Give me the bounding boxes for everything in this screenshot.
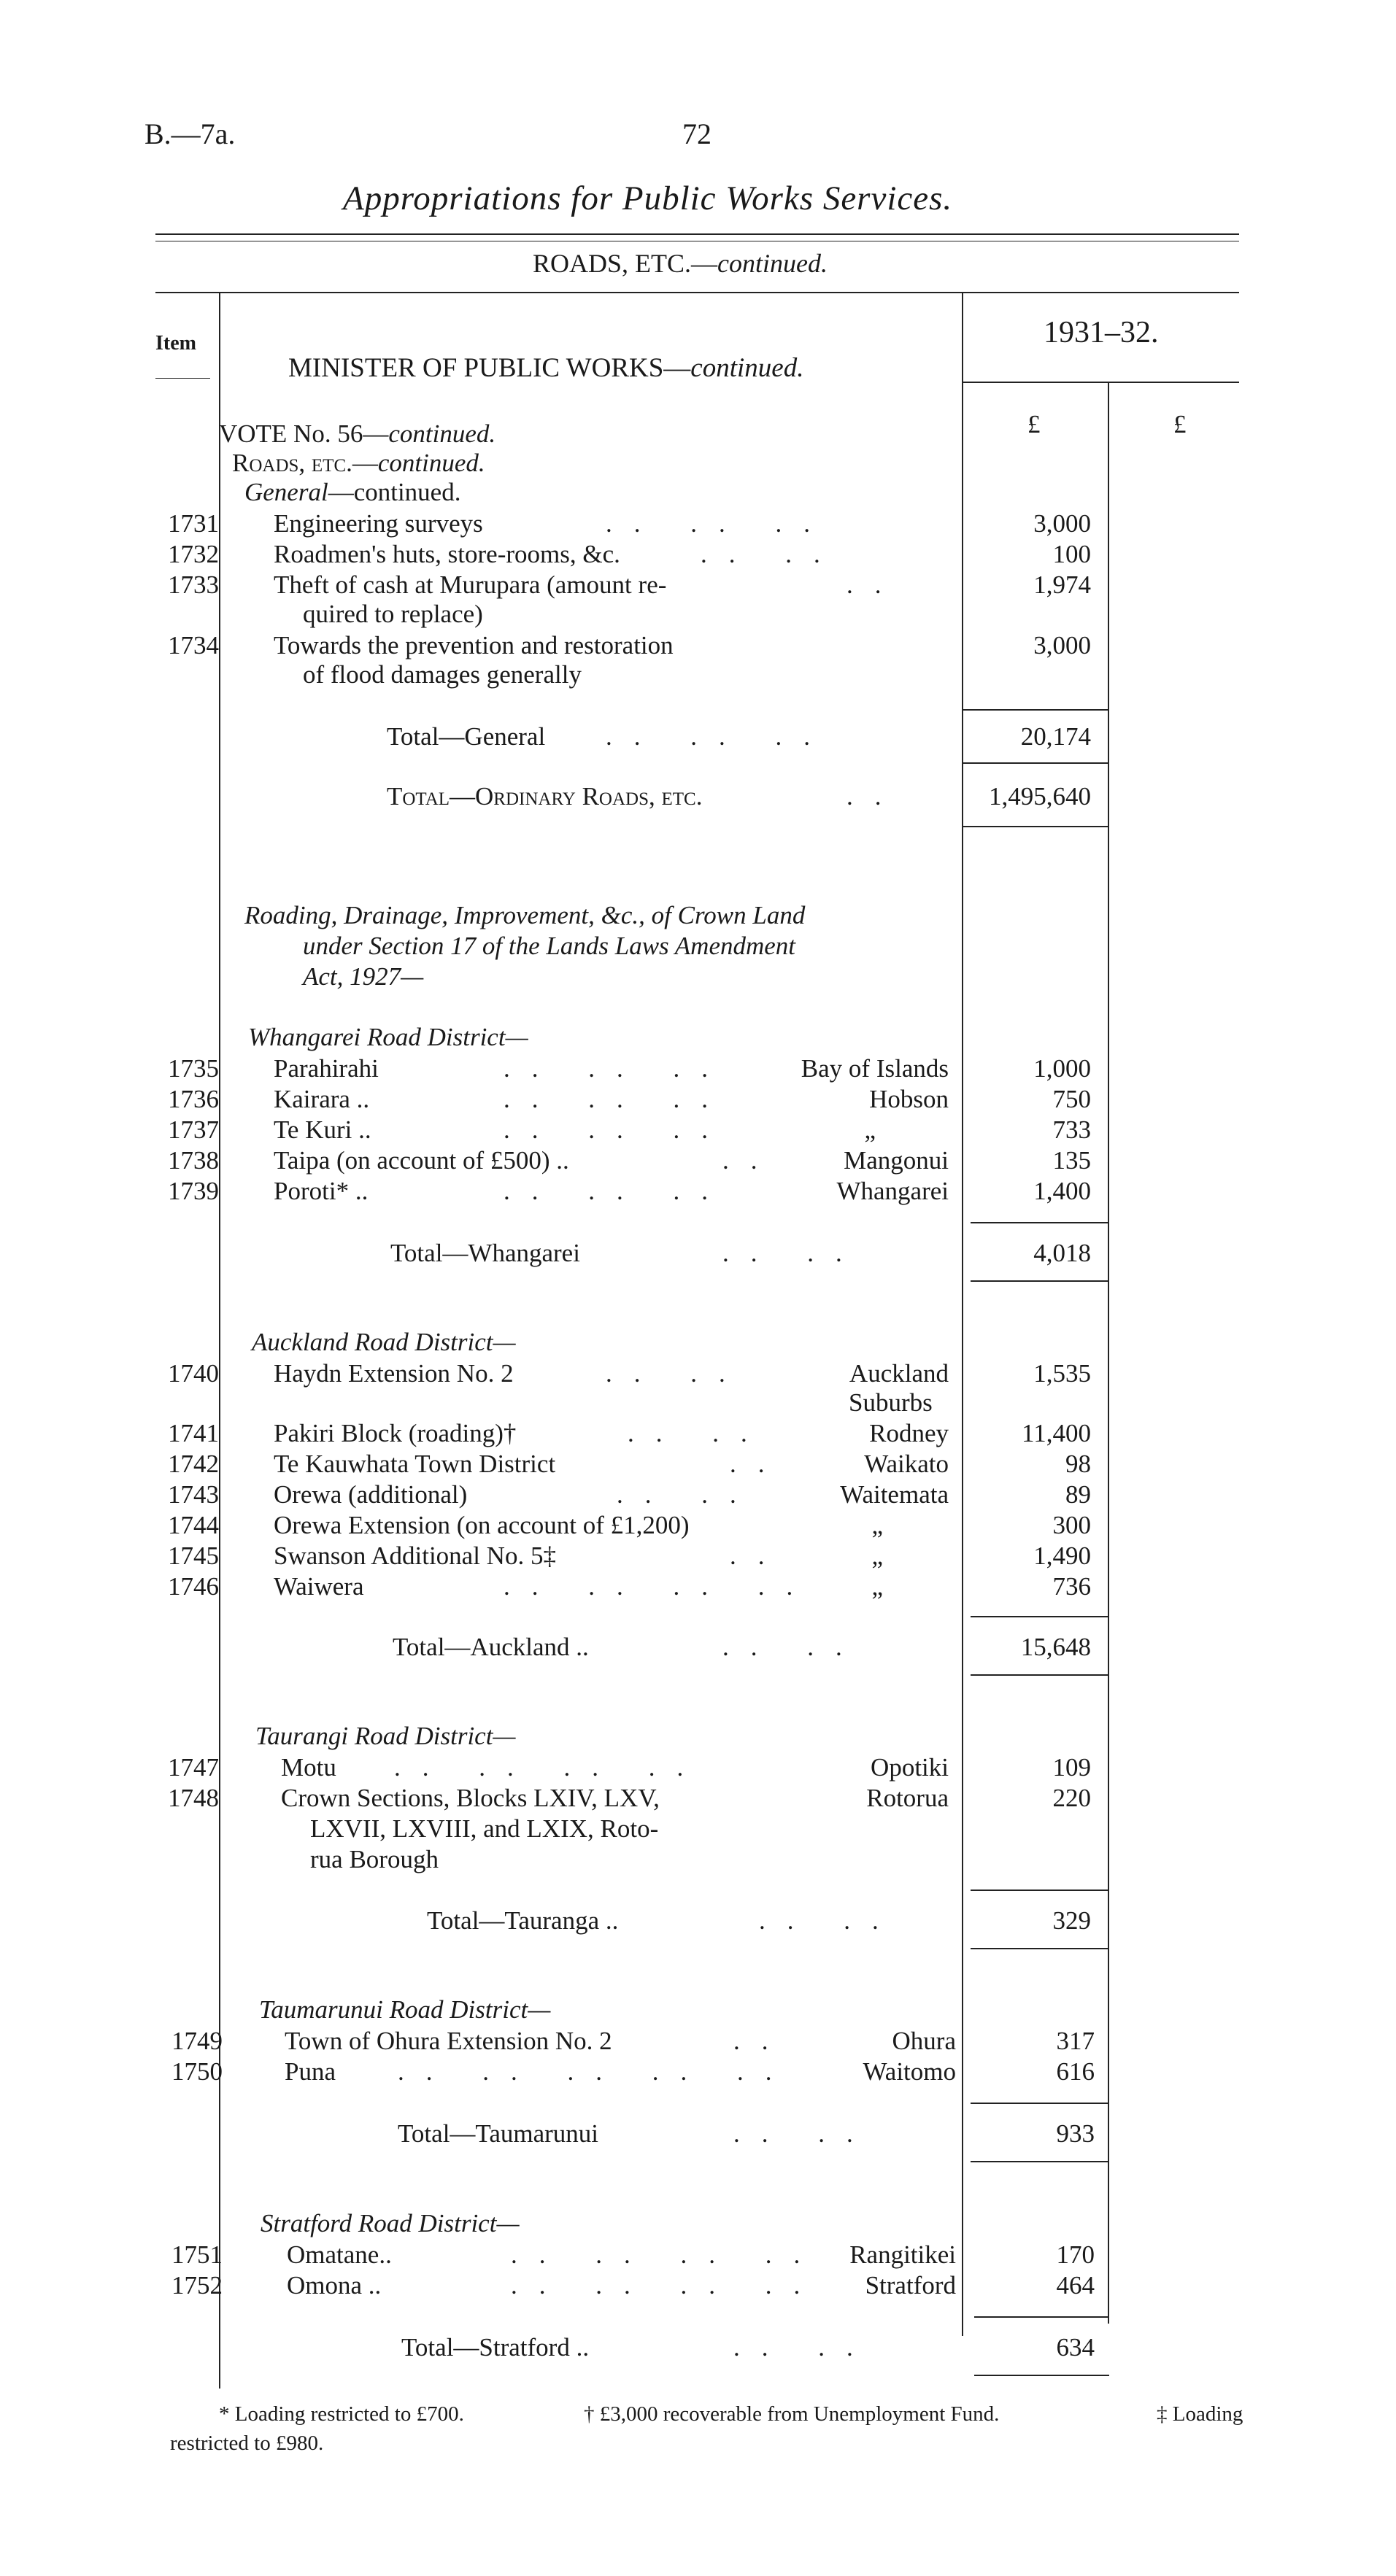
vote-continued: continued. — [388, 419, 496, 448]
item-description: Orewa Extension (on account of £1,200) — [274, 1511, 690, 1539]
item-amount: 98 — [1065, 1450, 1091, 1478]
item-district: Opotiki — [871, 1753, 949, 1782]
item-district: Stratford — [865, 2271, 956, 2300]
item-number: 1745 — [168, 1542, 219, 1570]
leader-dots: .. .. .. — [606, 722, 832, 751]
taumarunui-total-amount: 933 — [1056, 2119, 1095, 2148]
item-description: Waiwera — [274, 1572, 364, 1601]
item-number: 1736 — [168, 1085, 219, 1113]
item-number: 1742 — [168, 1450, 219, 1478]
stratford-total-amount: 634 — [1056, 2333, 1095, 2362]
stratford-heading: Stratford Road District— — [261, 2209, 520, 2237]
item-description: Parahirahi — [274, 1054, 379, 1083]
crown-land-heading-3: Act, 1927— — [303, 962, 424, 991]
item-number: 1732 — [168, 540, 219, 568]
subtitle-main: ROADS, ETC.— — [533, 249, 718, 278]
footnote-double-dagger: ‡ Loading — [1157, 2402, 1243, 2426]
item-description: Theft of cash at Murupara (amount re- — [274, 570, 667, 599]
item-description: Towards the prevention and restoration — [274, 631, 674, 660]
item-number: 1735 — [168, 1054, 219, 1083]
leader-dots: .. — [722, 1146, 779, 1175]
total-rule — [971, 1948, 1109, 1949]
ministry-main: MINISTER OF PUBLIC WORKS— — [288, 353, 691, 383]
leader-dots: .. .. .. .. — [394, 1753, 706, 1782]
item-amount: 135 — [1052, 1146, 1091, 1175]
item-description: Swanson Additional No. 5‡ — [274, 1542, 556, 1570]
ministry-continued: continued. — [690, 353, 804, 383]
total-general-amount: 20,174 — [1020, 722, 1091, 751]
item-district: Ohura — [892, 2027, 956, 2055]
vote-heading — [219, 419, 495, 449]
item-number: 1744 — [168, 1511, 219, 1539]
item-district: Hobson — [869, 1085, 949, 1113]
leader-dots: .. .. .. — [504, 1177, 730, 1205]
leader-dots: .. .. — [759, 1906, 901, 1935]
item-number: 1740 — [168, 1359, 219, 1388]
leader-dots: .. .. .. .. — [504, 1572, 815, 1601]
item-description: Kairara .. — [274, 1085, 370, 1113]
item-amount: 1,400 — [1033, 1177, 1091, 1205]
roads-heading — [232, 449, 485, 478]
item-district: Waikato — [864, 1450, 949, 1478]
leader-dots: .. .. — [733, 2333, 875, 2362]
item-number: 1749 — [171, 2027, 223, 2055]
item-description-continued: rua Borough — [310, 1845, 439, 1873]
total-ordinary-label: Total—Ordinary Roads, etc. — [387, 782, 703, 811]
total-general-label: Total—General — [387, 722, 546, 751]
total-rule — [971, 2103, 1109, 2104]
item-number: 1750 — [171, 2057, 223, 2086]
item-description: Town of Ohura Extension No. 2 — [285, 2027, 612, 2055]
item-district: Waitomo — [863, 2057, 956, 2086]
item-district: Auckland — [849, 1359, 949, 1388]
item-district: Whangarei — [836, 1177, 949, 1205]
taumarunui-total-label: Total—Taumarunui — [398, 2119, 599, 2148]
item-description: Te Kuri .. — [274, 1115, 371, 1144]
leader-dots: .. .. — [733, 2119, 875, 2148]
leader-dots: .. — [730, 1542, 787, 1570]
auckland-total-amount: 15,648 — [1020, 1633, 1091, 1661]
item-description: Taipa (on account of £500) .. — [274, 1146, 569, 1175]
item-amount: 109 — [1052, 1753, 1091, 1782]
item-district-continued: Suburbs — [849, 1388, 933, 1417]
item-number: 1738 — [168, 1146, 219, 1175]
total-rule — [971, 1890, 1109, 1891]
item-amount: 1,974 — [1033, 570, 1091, 599]
item-amount: 464 — [1056, 2271, 1095, 2300]
item-description: Omatane.. — [287, 2240, 392, 2269]
item-description: Te Kauwhata Town District — [274, 1450, 556, 1478]
total-rule — [962, 762, 1108, 764]
item-description: Puna — [285, 2057, 336, 2086]
item-amount: 736 — [1052, 1572, 1091, 1601]
item-number: 1752 — [171, 2271, 223, 2300]
currency-col-1: £ — [1027, 410, 1041, 438]
leader-dots: .. .. .. .. — [511, 2271, 822, 2300]
whangarei-heading: Whangarei Road District— — [248, 1023, 528, 1051]
item-description: Pakiri Block (roading)† — [274, 1419, 517, 1447]
leader-dots: .. — [847, 570, 903, 599]
crown-land-heading-1: Roading, Drainage, Improvement, &c., of Crown Land — [244, 901, 806, 929]
item-number: 1743 — [168, 1480, 219, 1509]
item-amount: 317 — [1056, 2027, 1095, 2055]
item-district: Rotorua — [866, 1784, 949, 1812]
item-district: Bay of Islands — [801, 1054, 949, 1083]
item-description: Omona .. — [287, 2271, 382, 2300]
item-number: 1746 — [168, 1572, 219, 1601]
item-number: 1741 — [168, 1419, 219, 1447]
item-number: 1747 — [168, 1753, 219, 1782]
item-amount: 89 — [1065, 1480, 1091, 1509]
item-number: 1734 — [168, 631, 219, 660]
page-reference: B.—7a. — [144, 117, 236, 150]
total-rule — [971, 1674, 1109, 1676]
roads-continued: continued. — [377, 449, 485, 477]
vote-main: VOTE No. 56— — [219, 419, 389, 448]
general-continued: —continued. — [328, 478, 461, 506]
item-amount: 1,000 — [1033, 1054, 1091, 1083]
item-label-rule — [155, 378, 210, 379]
total-rule — [962, 709, 1108, 711]
item-description: Haydn Extension No. 2 — [274, 1359, 514, 1388]
year-header-rule — [962, 382, 1239, 383]
total-rule — [971, 1280, 1109, 1282]
tauranga-heading: Taurangi Road District— — [255, 1722, 516, 1750]
item-district: Mangonui — [844, 1146, 949, 1175]
item-district: „ — [871, 1542, 883, 1570]
section-subtitle — [533, 248, 828, 279]
leader-dots: .. .. — [628, 1419, 769, 1447]
footnote-dagger: † £3,000 recoverable from Unemployment Fund. — [584, 2402, 1000, 2426]
item-amount: 733 — [1052, 1115, 1091, 1144]
leader-dots: .. .. .. — [504, 1085, 730, 1113]
item-amount: 1,535 — [1033, 1359, 1091, 1388]
leader-dots: .. .. .. .. .. — [398, 2057, 794, 2086]
item-amount: 220 — [1052, 1784, 1091, 1812]
leader-dots: .. .. — [617, 1480, 758, 1509]
crown-land-heading-2: under Section 17 of the Lands Laws Amendment — [303, 932, 796, 960]
item-district: Waitemata — [840, 1480, 949, 1509]
title-rule — [155, 233, 1239, 235]
year-header: 1931–32. — [1044, 316, 1159, 349]
currency-col-2: £ — [1173, 410, 1187, 438]
item-number: 1737 — [168, 1115, 219, 1144]
total-rule — [971, 1222, 1109, 1223]
item-amount: 11,400 — [1022, 1419, 1091, 1447]
item-district: Rangitikei — [849, 2240, 956, 2269]
item-description: Motu — [281, 1753, 336, 1782]
general-heading — [244, 478, 460, 507]
total-rule — [962, 826, 1108, 827]
leader-dots: .. .. .. — [504, 1115, 730, 1144]
leader-dots: .. .. — [701, 540, 842, 568]
subtitle-continued: continued. — [717, 249, 828, 278]
item-district: „ — [871, 1511, 883, 1539]
roads-main: Roads, etc.— — [232, 449, 378, 477]
item-column-header: Item — [155, 332, 196, 355]
item-amount: 300 — [1052, 1511, 1091, 1539]
item-amount: 750 — [1052, 1085, 1091, 1113]
amount-column-rule-right — [1108, 383, 1109, 2324]
item-district: Rodney — [869, 1419, 949, 1447]
tauranga-total-label: Total—Tauranga .. — [427, 1906, 619, 1935]
item-number: 1751 — [171, 2240, 223, 2269]
ministry-heading — [288, 352, 803, 384]
total-rule — [974, 2316, 1109, 2318]
leader-dots: .. .. .. — [606, 509, 832, 538]
item-description-continued: of flood damages generally — [303, 660, 582, 689]
header-rule — [155, 292, 1239, 293]
item-number: 1733 — [168, 570, 219, 599]
item-district: „ — [871, 1572, 883, 1601]
page-number: 72 — [682, 117, 712, 150]
item-amount: 3,000 — [1033, 631, 1091, 660]
leader-dots: .. .. — [722, 1239, 864, 1267]
stratford-total-label: Total—Stratford .. — [401, 2333, 590, 2362]
leader-dots: .. — [730, 1450, 787, 1478]
auckland-heading: Auckland Road District— — [252, 1328, 516, 1356]
auckland-total-label: Total—Auckland .. — [393, 1633, 589, 1661]
footnote-star: * Loading restricted to £700. — [219, 2402, 464, 2426]
leader-dots: .. .. .. .. — [511, 2240, 822, 2269]
taumarunui-heading: Taumarunui Road District— — [259, 1995, 551, 2024]
item-amount: 3,000 — [1033, 509, 1091, 538]
total-rule — [974, 2375, 1109, 2376]
item-number: 1748 — [168, 1784, 219, 1812]
leader-dots: .. .. — [722, 1633, 864, 1661]
item-description: Crown Sections, Blocks LXIV, LXV, — [281, 1784, 660, 1812]
page-title: Appropriations for Public Works Services. — [343, 179, 953, 217]
leader-dots: .. — [847, 782, 903, 811]
total-ordinary-amount: 1,495,640 — [989, 782, 1091, 811]
item-number: 1739 — [168, 1177, 219, 1205]
item-description: Orewa (additional) — [274, 1480, 468, 1509]
item-description: Engineering surveys — [274, 509, 483, 538]
total-rule — [971, 1616, 1109, 1617]
item-description: Poroti* .. — [274, 1177, 369, 1205]
item-description-continued: quired to replace) — [303, 600, 483, 628]
item-amount: 1,490 — [1033, 1542, 1091, 1570]
whangarei-total-amount: 4,018 — [1033, 1239, 1091, 1267]
footnote-double-dagger-continued: restricted to £980. — [170, 2432, 324, 2455]
leader-dots: .. — [733, 2027, 790, 2055]
total-rule — [971, 2161, 1109, 2162]
leader-dots: .. .. — [606, 1359, 747, 1388]
item-amount: 170 — [1056, 2240, 1095, 2269]
leader-dots: .. .. .. — [504, 1054, 730, 1083]
item-description-continued: LXVII, LXVIII, and LXIX, Roto- — [310, 1814, 659, 1843]
item-description: Roadmen's huts, store-rooms, &c. — [274, 540, 620, 568]
item-amount: 100 — [1052, 540, 1091, 568]
tauranga-total-amount: 329 — [1052, 1906, 1091, 1935]
item-number: 1731 — [168, 509, 219, 538]
item-district: „ — [864, 1115, 876, 1144]
general-main: General — [244, 478, 328, 506]
item-amount: 616 — [1056, 2057, 1095, 2086]
whangarei-total-label: Total—Whangarei — [390, 1239, 580, 1267]
